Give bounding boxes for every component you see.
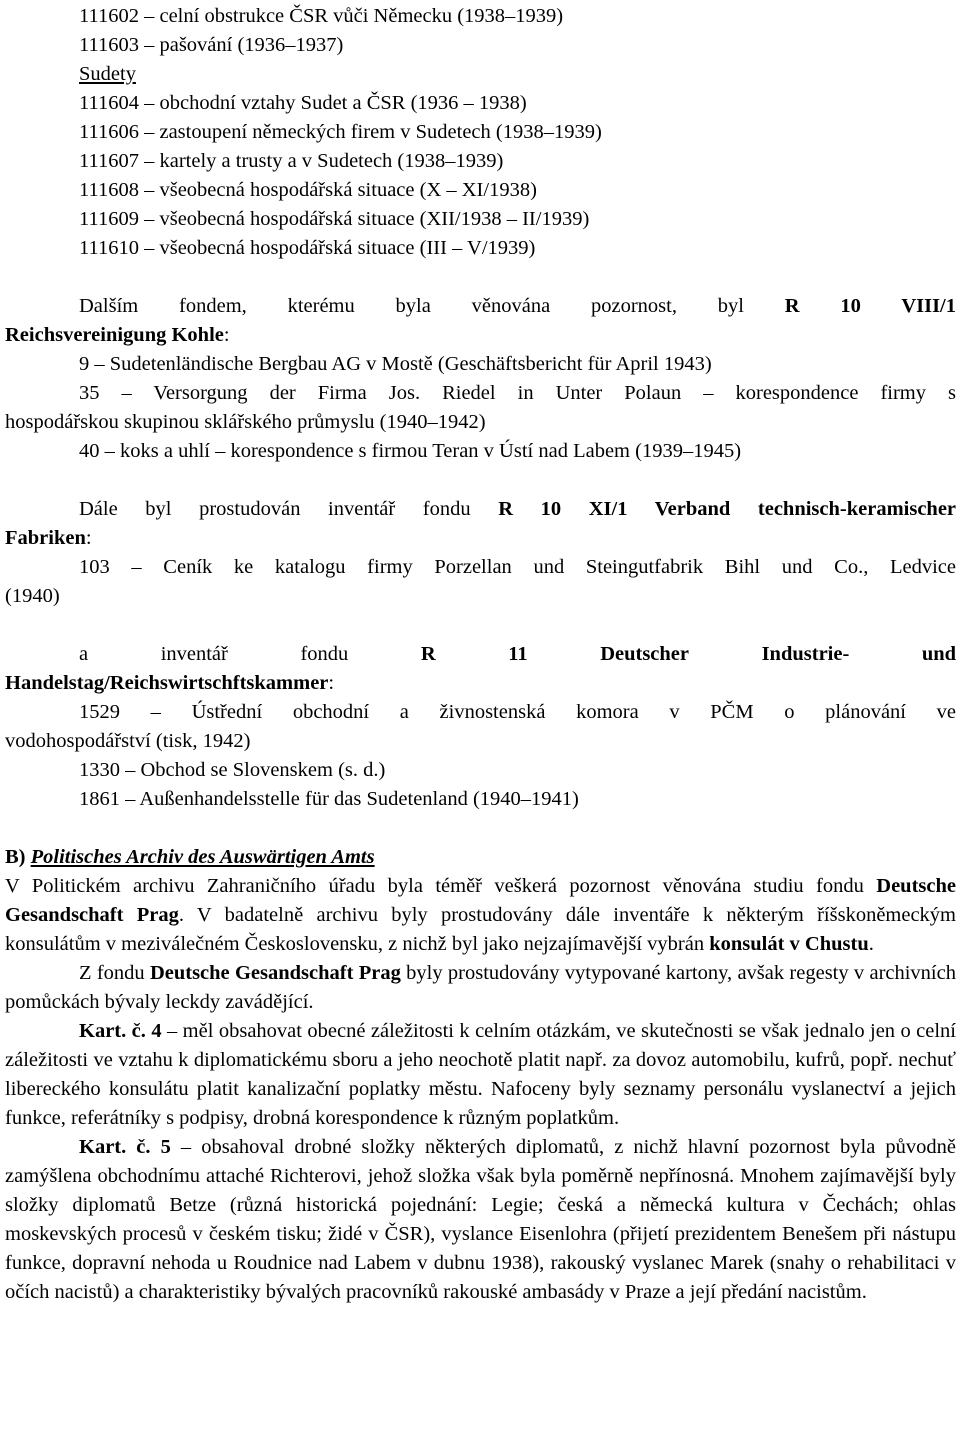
section-letter: B) xyxy=(5,846,26,868)
list-item-continuation: vodohospodářství (tisk, 1942) xyxy=(5,730,251,752)
list-item: 35 – Versorgung der Firma Jos. Riedel in Unter Polaun – korespondence firmy s xyxy=(79,382,956,404)
list-item-continuation: hospodářskou skupinou sklářského průmyslu (1940–1942) xyxy=(5,411,486,433)
intro-text: Dalším fondem, kterému byla věnována pozornost, byl xyxy=(79,295,744,317)
list-item: 1861 – Außenhandelsstelle für das Sudetenland (1940–1941) xyxy=(79,788,579,810)
list-item: 1330 – Obchod se Slovenskem (s. d.) xyxy=(79,759,386,781)
bold-text: konsulát v Chustu xyxy=(709,933,869,955)
intro-word: fondu xyxy=(300,643,349,665)
paragraph xyxy=(5,1133,956,1307)
text: – obsahoval drobné složky některých diplomatů, z nichž hlavní pozornost byla původně zamýšlena obchodnímu attaché Richterovi, jehož složka však byla poměrně nepřínosná. Mnohem zajímavější byly složky diplomatů Betze (různá historická pojednání: Legie; česká a německá kultura v Čechách; ohlas moskevských procesů v českém tisku; židé v ČSR), vyslance Eisenlohra (přijetí prezidentem Benešem při nástupu funkce, dopravní nehoda u Roudnice nad Labem v dubnu 1938), rakouský vyslanec Marek (snahy o rehabilitaci v očích nacistů) a charakteristiky bývalých pracovníků rakouské ambasády v Praze a její předání nacistům. xyxy=(5,1136,956,1303)
fond-code: R 10 XI/1 Verband technisch-keramischer xyxy=(498,498,957,520)
section-title: Politisches Archiv des Auswärtigen Amts xyxy=(30,846,375,868)
handel-intro xyxy=(5,640,956,669)
kohle-intro xyxy=(5,292,956,321)
kohle-fond-name xyxy=(5,321,956,350)
text: Z fondu xyxy=(79,962,150,984)
text: . V badatelně archivu byly prostudovány dále inventáře k některým říšskoněmeckým konsulátům v meziválečném Československu, z nichž byl jako nejzajímavější vybrán xyxy=(5,904,957,955)
list-item: 111602 – celní obstrukce ČSR vůči Německu (1938–1939) xyxy=(79,5,564,27)
text: . xyxy=(868,933,874,955)
text: V Politickém archivu Zahraničního úřadu byla téměř veškerá pozornost věnována studiu fondu xyxy=(5,875,877,897)
fond-word: 11 xyxy=(508,643,528,665)
list-item: 1529 – Ústřední obchodní a živnostenská komora v PČM o plánování ve xyxy=(79,701,956,723)
text: – měl obsahovat obecné záležitosti k celním otázkám, ve skutečnosti se však jednalo jen o celní záležitosti ve vztahu k diplomatickému sboru a jeho neochotě platit např. za dovoz automobilu, kufrů, popř. nechuť libereckého konsulátu platit kanalizační poplatky městu. Nafoceny byly seznamy personálu vyslanectví a jejich funkce, referátníky s podpisy, drobná korespondence k různým poplatkům. xyxy=(5,1020,956,1129)
colon: : xyxy=(85,527,92,549)
paragraph xyxy=(5,872,956,959)
list-item: 111608 – všeobecná hospodářská situace (X – XI/1938) xyxy=(79,179,537,201)
list-item: 111610 – všeobecná hospodářská situace (III – V/1939) xyxy=(79,237,536,259)
fond-word: Industrie- xyxy=(761,643,850,665)
handel-fond-cont xyxy=(5,669,956,698)
text: byly prostudovány vytypované kartony, avšak regesty v archivních pomůckách bývaly leckdy zavádějící. xyxy=(5,962,956,1013)
bold-text: Kart. č. 4 xyxy=(79,1020,162,1042)
fond-word: R xyxy=(420,643,436,665)
bold-text: Kart. č. 5 xyxy=(79,1136,171,1158)
keramik-intro xyxy=(5,495,956,524)
list-item: 111604 – obchodní vztahy Sudet a ČSR (1936 – 1938) xyxy=(79,92,527,114)
fond-word: und xyxy=(921,643,957,665)
section-heading-sudety: Sudety xyxy=(79,63,136,85)
bold-text: Deutsche Gesandschaft Prag xyxy=(5,875,956,926)
list-item: 40 – koks a uhlí – korespondence s firmou Teran v Ústí nad Labem (1939–1945) xyxy=(79,440,742,462)
section-heading-b xyxy=(5,843,956,872)
fond-name: Fabriken xyxy=(5,527,86,549)
intro-word: a xyxy=(79,643,89,665)
intro-text: Dále byl prostudován inventář fondu xyxy=(79,498,471,520)
list-item-continuation: (1940) xyxy=(5,585,60,607)
list-item: 111607 – kartely a trusty a v Sudetech (1938–1939) xyxy=(79,150,504,172)
fond-code: R 10 VIII/1 xyxy=(784,295,957,317)
fond-name: Handelstag/Reichswirtschftskammer xyxy=(5,672,329,694)
fond-word: Deutscher xyxy=(600,643,689,665)
paragraph xyxy=(5,1017,956,1133)
colon: : xyxy=(328,672,335,694)
fond-name: Reichsvereinigung Kohle xyxy=(5,324,224,346)
intro-word: inventář xyxy=(160,643,228,665)
bold-text: Deutsche Gesandschaft Prag xyxy=(149,962,401,984)
keramik-fond-cont xyxy=(5,524,956,553)
list-item: 111609 – všeobecná hospodářská situace (XII/1938 – II/1939) xyxy=(79,208,590,230)
colon: : xyxy=(223,324,230,346)
paragraph xyxy=(5,959,956,1017)
list-item: 103 – Ceník ke katalogu firmy Porzellan und Steingutfabrik Bihl und Co., Ledvice xyxy=(79,556,956,578)
list-item: 9 – Sudetenländische Bergbau AG v Mostě (Geschäftsbericht für April 1943) xyxy=(79,353,712,375)
list-item: 111603 – pašování (1936–1937) xyxy=(79,34,344,56)
list-item: 111606 – zastoupení německých firem v Sudetech (1938–1939) xyxy=(79,121,602,143)
